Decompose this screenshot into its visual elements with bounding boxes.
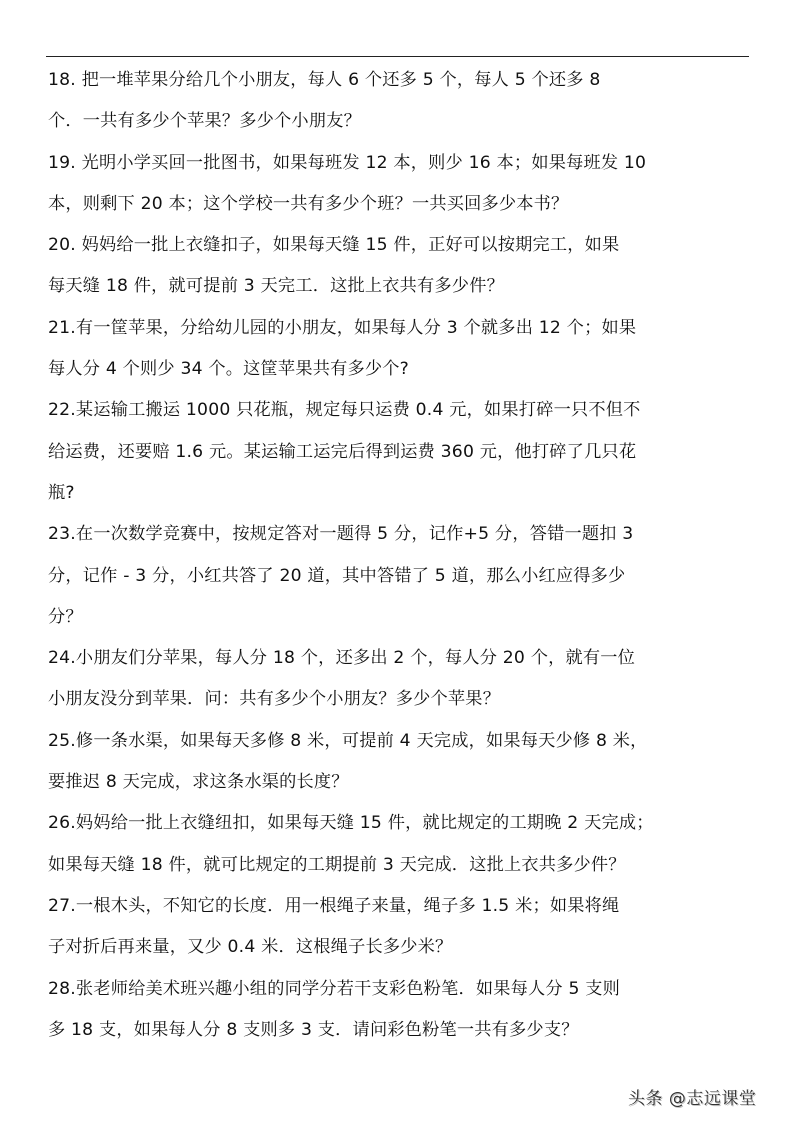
problem-22-line-2: 给运费，还要赔 1.6 元。某运输工运完后得到运费 360 元，他打碎了几只花 (48, 441, 637, 462)
problem-28-line-2: 多 18 支，如果每人分 8 支则多 3 支．请问彩色粉笔一共有多少支？ (48, 1019, 579, 1040)
problem-25-line-2: 要推迟 8 天完成，求这条水渠的长度？ (48, 772, 349, 793)
header-rule (46, 56, 749, 57)
problem-27-line-2: 子对折后再来量，又少 0.4 米．这根绳子长多少米？ (48, 937, 453, 958)
problem-21-line-1: 21.有一筐苹果，分给幼儿园的小朋友，如果每人分 3 个就多出 12 个；如果 (48, 317, 637, 338)
problem-18-line-1: 18. 把一堆苹果分给几个小朋友，每人 6 个还多 5 个，每人 5 个还多 8 (48, 70, 601, 90)
problem-24-line-1: 24.小朋友们分苹果，每人分 18 个，还多出 2 个，每人分 20 个，就有一位 (48, 648, 636, 669)
problem-22-line-1: 22.某运输工搬运 1000 只花瓶，规定每只运费 0.4 元，如果打碎一只不但不 (48, 400, 641, 421)
problem-18-line-2: 个．一共有多少个苹果？多少个小朋友？ (48, 111, 361, 132)
watermark: 头条 @志远课堂 (628, 1089, 757, 1109)
problem-23-line-3: 分？ (48, 606, 83, 627)
problem-list (48, 64, 768, 1055)
problem-20-line-2: 每天缝 18 件，就可提前 3 天完工．这批上衣共有多少件？ (48, 276, 504, 297)
problem-26-line-2: 如果每天缝 18 件，就可比规定的工期提前 3 天完成．这批上衣共多少件？ (48, 854, 626, 875)
problem-21-line-2: 每人分 4 个则少 34 个。这筐苹果共有多少个? (48, 359, 409, 380)
problem-27-line-1: 27.一根木头，不知它的长度．用一根绳子来量，绳子多 1.5 米；如果将绳 (48, 895, 620, 916)
problem-26-line-1: 26.妈妈给一批上衣缝纽扣，如果每天缝 15 件，就比规定的工期晚 2 天完成； (48, 813, 654, 834)
problem-19-line-1: 19. 光明小学买回一批图书，如果每班发 12 本，则少 16 本；如果每班发 10 (48, 152, 647, 173)
problem-24-line-2: 小朋友没分到苹果．问：共有多少个小朋友？多少个苹果？ (48, 689, 501, 710)
problem-28-line-1: 28.张老师给美术班兴趣小组的同学分若干支彩色粉笔．如果每人分 5 支则 (48, 978, 621, 999)
problem-23-line-2: 分，记作 - 3 分，小红共答了 20 道，其中答错了 5 道，那么小红应得多少 (48, 565, 626, 586)
problem-20-line-1: 20. 妈妈给一批上衣缝扣子，如果每天缝 15 件，正好可以按期完工，如果 (48, 235, 620, 256)
problem-25-line-1: 25.修一条水渠，如果每天多修 8 米，可提前 4 天完成，如果每天少修 8 米， (48, 730, 648, 751)
problem-23-line-1: 23.在一次数学竞赛中，按规定答对一题得 5 分，记作+5 分，答错一题扣 3 (48, 524, 634, 545)
problem-19-line-2: 本，则剩下 20 本；这个学校一共有多少个班？一共买回多少本书？ (48, 193, 569, 214)
problem-22-line-3: 瓶? (48, 482, 75, 503)
